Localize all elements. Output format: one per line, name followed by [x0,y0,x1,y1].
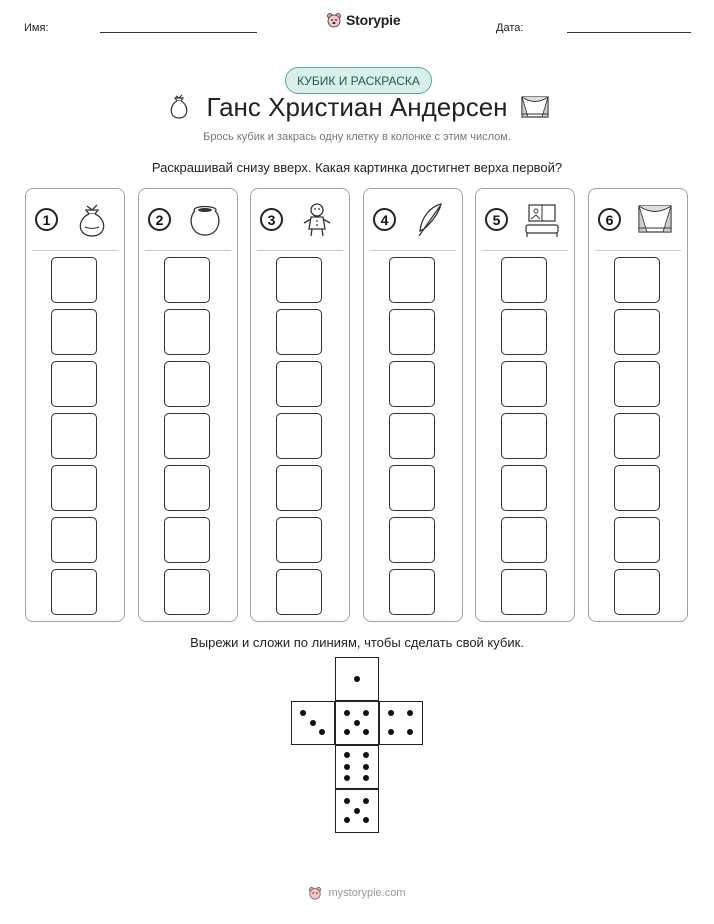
dice-pip [344,729,350,735]
logo-text: Storypie [346,12,401,28]
color-cell[interactable] [164,517,210,563]
footer-url[interactable]: mystorypie.com [328,887,406,899]
color-cell[interactable] [276,413,322,459]
color-cell[interactable] [51,361,97,407]
dice-pip [310,720,316,726]
dice-pip [300,710,306,716]
dice-pip [363,710,369,716]
dice-pip [363,729,369,735]
dice-face-1 [335,657,379,701]
color-cell[interactable] [276,361,322,407]
color-cell[interactable] [276,309,322,355]
column-number: 2 [148,208,171,231]
color-cell[interactable] [164,257,210,303]
color-cell[interactable] [501,309,547,355]
dice-face-6 [335,745,379,789]
dice-pip [363,817,369,823]
dice-pip [344,798,350,804]
date-label: Дата: [496,22,524,34]
dice-pip [354,720,360,726]
dice-pip [363,798,369,804]
color-cell[interactable] [276,517,322,563]
column-6 [588,188,688,622]
color-cell[interactable] [164,309,210,355]
dice-pip [363,775,369,781]
worksheet-badge: КУБИК И РАСКРАСКА [285,67,432,94]
color-cell[interactable] [501,465,547,511]
dice-pip [363,752,369,758]
color-cell[interactable] [51,257,97,303]
dice-face-5 [335,789,379,833]
color-cell[interactable] [51,309,97,355]
color-cell[interactable] [389,361,435,407]
dice-pip [344,817,350,823]
color-cell[interactable] [614,569,660,615]
color-cell[interactable] [164,465,210,511]
column-1 [25,188,125,622]
color-cell[interactable] [614,257,660,303]
subtitle: Брось кубик и закрась одну клетку в колонке с этим числом. [203,131,511,143]
theater-stage-icon [520,94,550,120]
column-number: 6 [598,208,621,231]
color-cell[interactable] [614,465,660,511]
color-cell[interactable] [389,413,435,459]
color-cell[interactable] [164,569,210,615]
color-cell[interactable] [389,257,435,303]
page-title: Ганс Христиан Андерсен [206,92,508,122]
column-3 [250,188,350,622]
dice-pip [407,710,413,716]
color-cell[interactable] [614,517,660,563]
cut-instruction: Вырежи и сложи по линиям, чтобы сделать свой кубик. [190,635,524,650]
dice-pip [354,676,360,682]
dice-pip [344,764,350,770]
color-cell[interactable] [614,309,660,355]
color-cell[interactable] [389,309,435,355]
column-number: 4 [373,208,396,231]
dice-pip [407,729,413,735]
feather-quill-icon [411,201,449,239]
dice-pip [388,729,394,735]
color-cell[interactable] [51,413,97,459]
column-divider [32,250,118,251]
bear-logo-icon [308,886,322,900]
color-cell[interactable] [389,465,435,511]
dice-pip [344,710,350,716]
column-divider [370,250,456,251]
color-cell[interactable] [164,413,210,459]
color-cell[interactable] [51,569,97,615]
instruction: Раскрашивай снизу вверх. Какая картинка достигнет верха первой? [151,160,563,175]
dice-pip [319,729,325,735]
color-cell[interactable] [614,361,660,407]
dice-face-5 [335,701,379,745]
date-line[interactable] [567,32,691,33]
color-cell[interactable] [164,361,210,407]
color-cell[interactable] [276,569,322,615]
dice-face-4 [379,701,423,745]
money-bag-icon [73,201,111,239]
column-number: 5 [485,208,508,231]
column-number: 1 [35,208,58,231]
clay-pot-icon [186,201,224,239]
color-cell[interactable] [501,361,547,407]
dice-pip [344,752,350,758]
color-cell[interactable] [614,413,660,459]
color-cell[interactable] [51,517,97,563]
color-cell[interactable] [501,257,547,303]
bed-window-icon [523,201,561,239]
bear-logo-icon [326,12,342,28]
column-4 [363,188,463,622]
color-cell[interactable] [501,569,547,615]
gingerbread-man-icon [298,201,336,239]
color-cell[interactable] [51,465,97,511]
column-divider [595,250,681,251]
column-divider [145,250,231,251]
color-cell[interactable] [501,413,547,459]
dice-pip [344,775,350,781]
column-divider [482,250,568,251]
dice-pip [363,764,369,770]
dice-pip [354,808,360,814]
color-cell[interactable] [276,465,322,511]
color-cell[interactable] [501,517,547,563]
color-cell[interactable] [389,569,435,615]
theater-stage-icon [636,201,674,239]
column-number: 3 [260,208,283,231]
name-line[interactable] [100,32,257,33]
dice-face-3 [291,701,335,745]
name-label: Имя: [24,22,49,34]
dice-pip [388,710,394,716]
color-cell[interactable] [389,517,435,563]
column-divider [257,250,343,251]
color-cell[interactable] [276,257,322,303]
column-5 [475,188,575,622]
footer [0,886,714,900]
column-2 [138,188,238,622]
storypie-logo [326,12,400,28]
